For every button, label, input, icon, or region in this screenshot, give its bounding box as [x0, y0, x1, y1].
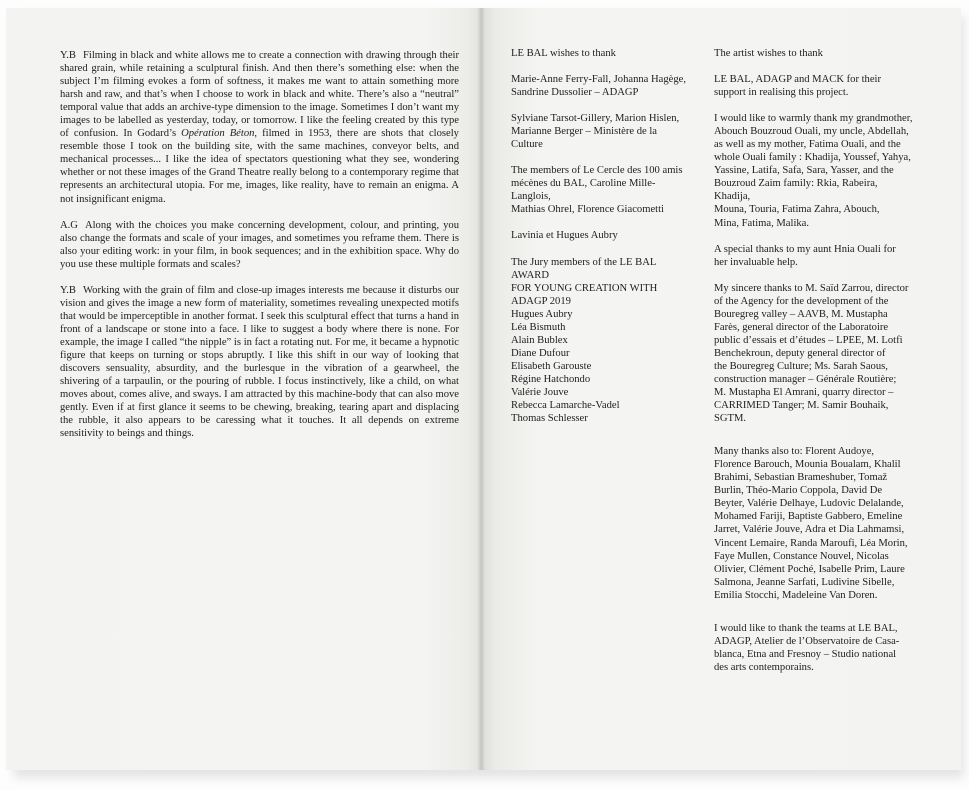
film-title: Opération Béton: [181, 128, 255, 140]
book-gutter: [477, 8, 485, 770]
right-page: [481, 8, 961, 770]
thanks-block: Lavinia et Hugues Aubry: [511, 230, 618, 242]
thanks-heading: LE BAL wishes to thank: [511, 48, 616, 59]
thanks-block: Sylviane Tarsot-Gillery, Marion Hislen, Marianne Berger – Ministère de la Culture: [511, 113, 680, 151]
interview-paragraph-3: [60, 284, 459, 441]
paragraph-text: , filmed in 1953, there are shots that closely resemble those I took on the building site, with the same machines, conveyor belts, and mechanical processes... I like the idea of spectators questioning what they see, wondering whether or not these images of the Grand Theatre really belong to a contemporary regime that represents an architectural utopia. For me, images, like reality, have to remain an enigma. A not insignificant enigma.: [60, 128, 459, 205]
thanks-block: Many thanks also to: Florent Audoye, Florence Barouch, Mounia Boualam, Khalil Brahimi, Sebastian Brameshuber, Tomaž Burlin, Théo-Mario Coppola, David De Beyter, Valérie Delhaye, Ludovic Delalande, Mohamed Fariji, Baptiste Gabbero, Emeline Jarret, Valérie Jouve, Adra et Dia Lahmamsi, Vincent Lemaire, Randa Maroufi, Léa Morin, Faye Mullen, Constance Nouvel, Nicolas Olivier, Clément Poché, Isabelle Prim, Laure Salmona, Jeanne Sarfati, Ludivine Sibelle, Emilia Stocchi, Madeleine Van Doren.: [714, 446, 908, 601]
speaker-label: Y.B: [60, 50, 76, 61]
speaker-label: A.G: [60, 219, 78, 231]
left-page: [6, 8, 481, 770]
thanks-block: I would like to thank the teams at LE BAL, ADAGP, Atelier de l’Observatoire de Casa- blanca, Etna and Fresnoy – Studio national des arts contemporains.: [714, 622, 900, 673]
artist-thanks-column: [714, 47, 914, 687]
thanks-heading: The artist wishes to thank: [714, 48, 823, 59]
paragraph-text: Working with the grain of film and close-up images interests me because it disturbs our vision and gives the image a new form of materiality, sometimes revealing unexpected motifs that would be imperceptible in another format. I seek this sculptural effect that turns a hand in front of a landscape or stone into a face. I like to suggest a body where there is none. For example, the image I called “the nipple” is in fact a rotating nut. For me, it became a hypnotic figure that keeps on turning or stops abruptly. I like this shift in our way of looking that discovers sensuality, absurdity, and the burlesque in the vibration of a gearwheel, the shivering of a tarpaulin, or the pouring of rubble. I focus instinctively, like a child, on what moves about, comes alive, and sways. I am attracted by this machine-body that can also move gently. Even if at first glance it seems to be chewing, breaking, tearing apart and displacing the rubble, it also appears to be caressing what it touches. It all depends on extreme sensitivity to beings and things.: [60, 284, 459, 440]
interview-paragraph-1: [60, 49, 459, 206]
interview-text: [60, 49, 459, 453]
thanks-block: I would like to warmly thank my grandmother, Abouch Bouzroud Ouali, my uncle, Abdellah, as well as my mother, Fatima Ouali, and the whole Ouali family : Khadija, Youssef, Yahya, Yassine, Latifa, Safa, Sara, Yasser, and the Bouzroud Zaim family: Rkia, Rabeira, Khadija, Mouna, Touria, Fatima Zahra, Abouch, Mina, Fatima, Malika.: [714, 113, 913, 229]
thanks-block: Marie-Anne Ferry-Fall, Johanna Hagège, Sandrine Dussolier – ADAGP: [511, 74, 687, 99]
thanks-block: My sincere thanks to M. Saïd Zarrou, director of the Agency for the development of the Bouregreg valley – AAVB, M. Mustapha Farès, general director of the Laboratoire public d’essais et d’études – LPEE, M. Lotfi Benchekroun, deputy general director of the Bouregreg Culture; Ms. Sarah Saous, construction manager – Générale Routière; M. Mustapha El Amrani, quarry director – CARRIMED Tanger; M. Samir Bouhaik, SGTM.: [714, 282, 909, 425]
thanks-block: The members of Le Cercle des 100 amis mécènes du BAL, Caroline Mille-Langlois, Mathias Ohrel, Florence Giacometti: [511, 165, 683, 216]
thanks-block: A special thanks to my aunt Hnia Ouali for her invaluable help.: [714, 243, 896, 268]
le-bal-thanks-column: [511, 47, 691, 438]
paragraph-text: Filming in black and white allows me to create a connection with drawing through their shared grain, while retaining a sculptural finish. And then there’s something else: when the subject I’m filming evokes a form of softness, it makes me want to attain something more harsh and raw, and that’s when I choose to work in black and white. There’s also a “neutral” temporal value that adds an archive-type dimension to the image. Sometimes I don’t want my images to be labelled as yesterday, today, or tomorrow. I like the feeling created by this type of confusion. In Godard’s: [60, 50, 459, 140]
thanks-block: LE BAL, ADAGP and MACK for their support in realising this project.: [714, 74, 882, 99]
paragraph-text: Along with the choices you make concerning development, colour, and printing, you also change the formats and scale of your images, and sometimes you reframe them. There is also your editing work: in your film, in book sequences; and in the exhibition space. Why do you use these multiple formats and scales?: [60, 219, 459, 270]
speaker-label: Y.B: [60, 284, 76, 296]
jury-members-list: The Jury members of the LE BAL AWARD FOR YOUNG CREATION WITH ADAGP 2019 Hugues Aubry Léa Bismuth Alain Bublex Diane Dufour Elisabeth Garouste Régine Hatchondo Valérie Jouve Rebecca Lamarche-Vadel Thomas Schlesser: [511, 256, 658, 425]
interview-paragraph-2: [60, 219, 459, 271]
